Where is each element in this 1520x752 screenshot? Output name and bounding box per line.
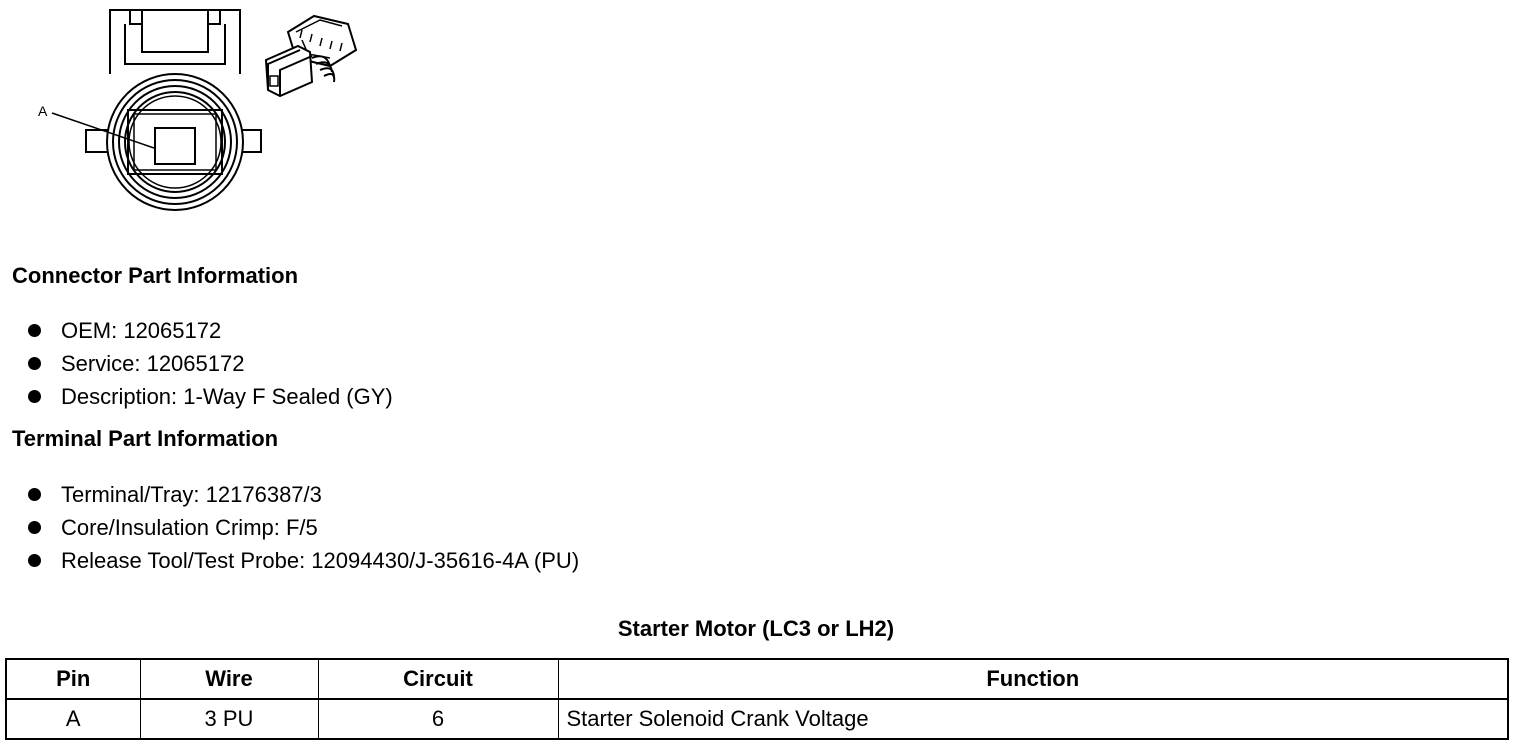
list-item — [28, 347, 393, 380]
list-item-text: Description: 1-Way F Sealed (GY) — [61, 383, 393, 409]
pin-table — [5, 658, 1509, 740]
table-header-row — [6, 659, 1508, 699]
list-item-text: Service: 12065172 — [61, 350, 245, 376]
callout-label-a: A — [38, 103, 48, 119]
bullet-icon — [28, 390, 41, 403]
connector-face-view — [86, 10, 261, 210]
terminal-part-info-list — [28, 478, 579, 577]
list-item — [28, 544, 579, 577]
cell-circuit: 6 — [318, 699, 558, 739]
column-header-circuit: Circuit — [318, 659, 558, 699]
bullet-icon — [28, 357, 41, 370]
connector-isometric-view — [266, 16, 356, 96]
list-item — [28, 314, 393, 347]
terminal-part-info-heading: Terminal Part Information — [12, 426, 279, 451]
list-item — [28, 380, 393, 413]
table-row — [6, 699, 1508, 739]
cell-function: Starter Solenoid Crank Voltage — [558, 699, 1508, 739]
bullet-icon — [28, 324, 41, 337]
cell-wire: 3 PU — [140, 699, 318, 739]
column-header-pin: Pin — [6, 659, 140, 699]
connector-diagram — [30, 2, 380, 217]
connector-part-info-heading: Connector Part Information — [12, 263, 299, 288]
bullet-icon — [28, 488, 41, 501]
column-header-wire: Wire — [140, 659, 318, 699]
list-item-text: Core/Insulation Crimp: F/5 — [61, 514, 318, 540]
list-item-text: Release Tool/Test Probe: 12094430/J-35616-4A (PU) — [61, 547, 580, 573]
list-item-text: Terminal/Tray: 12176387/3 — [61, 481, 322, 507]
bullet-icon — [28, 521, 41, 534]
list-item-text: OEM: 12065172 — [61, 317, 222, 343]
list-item — [28, 478, 579, 511]
connector-part-info-list — [28, 314, 393, 413]
column-header-function: Function — [558, 659, 1508, 699]
bullet-icon — [28, 554, 41, 567]
table-caption: Starter Motor (LC3 or LH2) — [617, 616, 895, 641]
list-item — [28, 511, 579, 544]
cell-pin: A — [6, 699, 140, 739]
